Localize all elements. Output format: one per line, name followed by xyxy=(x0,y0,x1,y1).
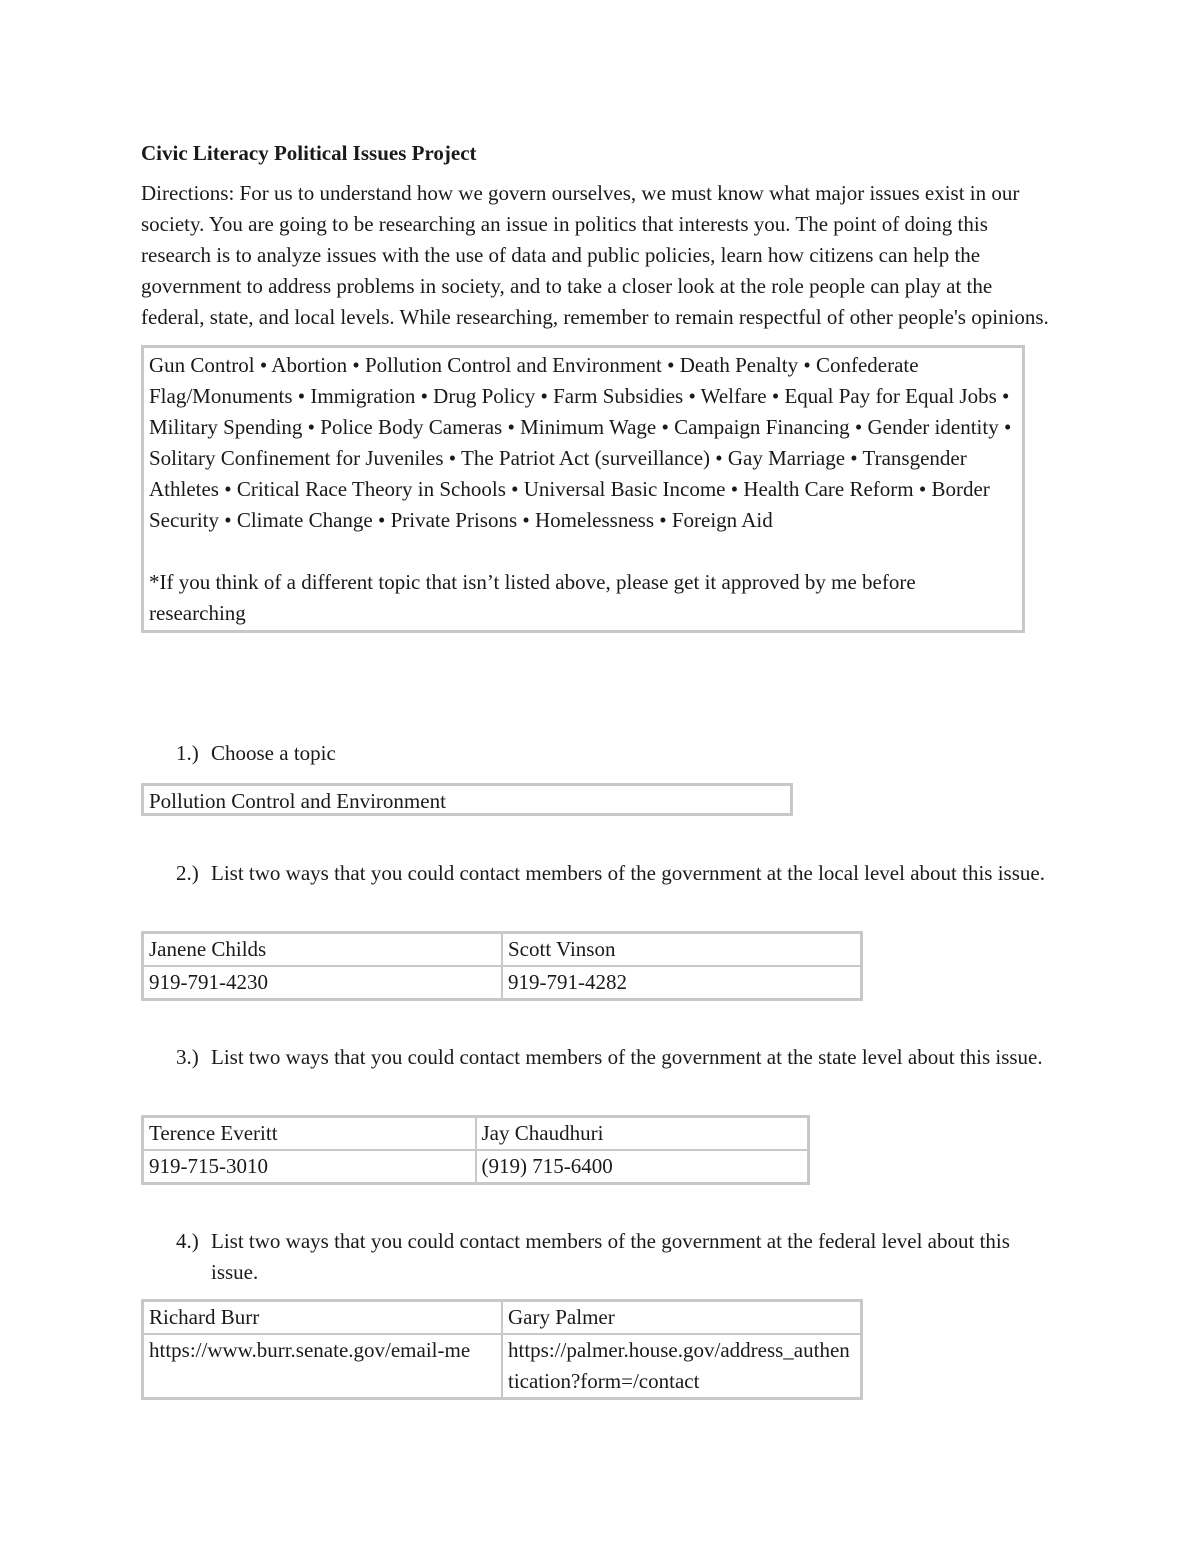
question-1-text: Choose a topic xyxy=(211,741,336,765)
question-4-text: List two ways that you could contact members of the government at the federal level about this issue. xyxy=(211,1229,1010,1284)
question-1-number: 1.) xyxy=(176,741,199,765)
federal-contact-1-url[interactable]: https://www.burr.senate.gov/email-me xyxy=(143,1334,503,1399)
local-contact-2-name[interactable]: Scott Vinson xyxy=(502,933,862,967)
question-3-number: 3.) xyxy=(176,1045,199,1069)
topic-options-box xyxy=(141,345,1025,633)
federal-contact-1-name[interactable]: Richard Burr xyxy=(143,1301,503,1335)
table-row xyxy=(143,933,862,967)
table-row xyxy=(143,966,862,1000)
table-row xyxy=(143,1334,862,1399)
table-row xyxy=(143,1150,809,1184)
table-row xyxy=(143,1301,862,1335)
question-3 xyxy=(176,1042,1056,1073)
table-row xyxy=(143,1117,809,1151)
local-contact-1-name[interactable]: Janene Childs xyxy=(143,933,503,967)
directions-paragraph: Directions: For us to understand how we govern ourselves, we must know what major issues exist in our society. You are going to be researching an issue in politics that interests you. The point of doing this research is to analyze issues with the use of data and public policies, learn how citizens can help the government to address problems in society, and to take a closer look at the role people can play at the federal, state, and local levels. While researching, remember to remain respectful of other people's opinions. xyxy=(141,181,1049,329)
state-contact-1-name[interactable]: Terence Everitt xyxy=(143,1117,476,1151)
question-2 xyxy=(176,858,1056,889)
state-contacts-table xyxy=(141,1115,810,1185)
question-3-text: List two ways that you could contact members of the government at the state level about this issue. xyxy=(211,1045,1043,1069)
question-2-text: List two ways that you could contact members of the government at the local level about this issue. xyxy=(211,861,1045,885)
topic-approval-note: *If you think of a different topic that isn’t listed above, please get it approved by me before researching xyxy=(149,570,916,625)
federal-contact-2-name[interactable]: Gary Palmer xyxy=(502,1301,862,1335)
question-4 xyxy=(176,1226,1056,1288)
federal-contacts-table xyxy=(141,1299,863,1400)
question-2-number: 2.) xyxy=(176,861,199,885)
question-4-number: 4.) xyxy=(176,1229,199,1253)
document-title: Civic Literacy Political Issues Project xyxy=(141,141,477,165)
local-contacts-table xyxy=(141,931,863,1001)
document-page xyxy=(141,138,1061,633)
topic-list: Gun Control • Abortion • Pollution Control and Environment • Death Penalty • Confederate Flag/Monuments • Immigration • Drug Policy • Farm Subsidies • Welfare • Equal Pay for Equal Jobs • Military Spending • Police Body Cameras • Minimum Wage • Campaign Financing • Gender identity • Solitary Confinement for Juveniles • The Patriot Act (surveillance) • Gay Marriage • Transgender Athletes • Critical Race Theory in Schools • Universal Basic Income • Health Care Reform • Border Security • Climate Change • Private Prisons • Homelessness • Foreign Aid xyxy=(149,353,1012,532)
state-contact-2-phone[interactable]: (919) 715-6400 xyxy=(476,1150,809,1184)
state-contact-2-name[interactable]: Jay Chaudhuri xyxy=(476,1117,809,1151)
federal-contact-2-url[interactable]: https://palmer.house.gov/address_authentication?form=/contact xyxy=(502,1334,862,1399)
question-1 xyxy=(176,738,1056,769)
local-contact-2-phone[interactable]: 919-791-4282 xyxy=(502,966,862,1000)
local-contact-1-phone[interactable]: 919-791-4230 xyxy=(143,966,503,1000)
topic-answer-field[interactable]: Pollution Control and Environment xyxy=(141,783,793,816)
state-contact-1-phone[interactable]: 919-715-3010 xyxy=(143,1150,476,1184)
